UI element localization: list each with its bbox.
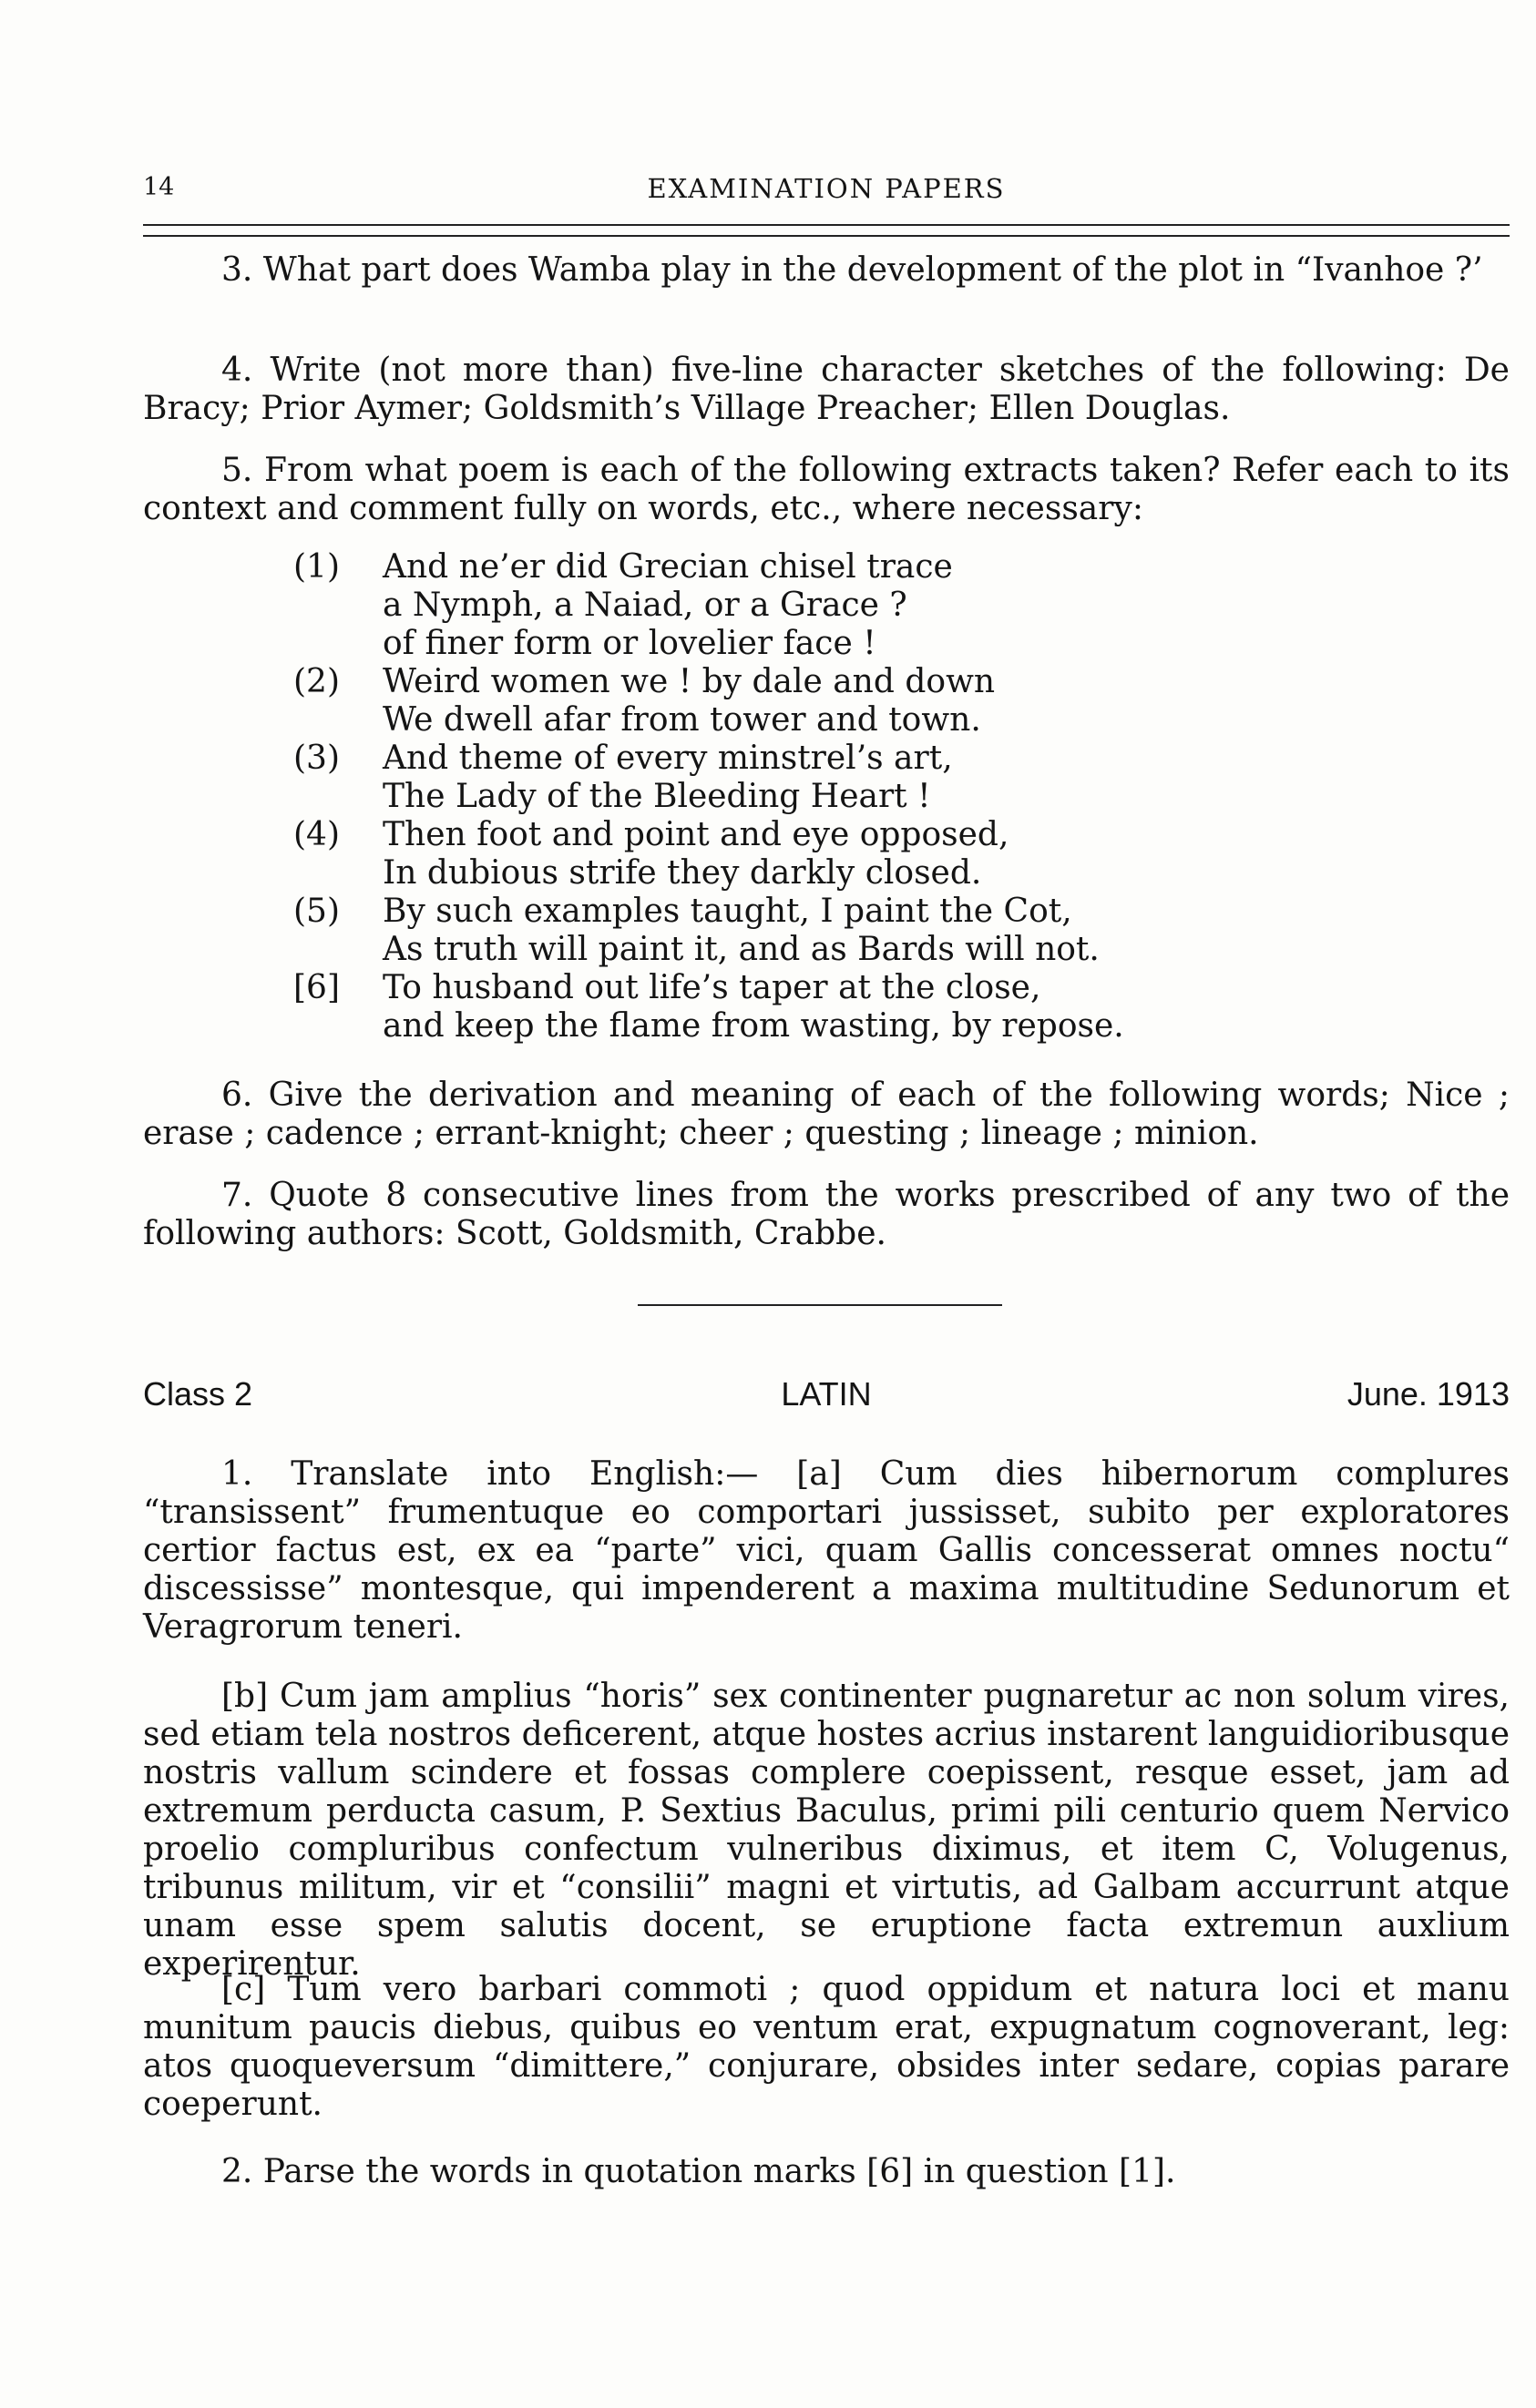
- extract-item: [293, 893, 1124, 969]
- exam-date: June. 1913: [1347, 1375, 1510, 1413]
- extract-lines: [383, 663, 995, 740]
- extract-item: [293, 969, 1124, 1046]
- question-4: 4. Write (not more than) five-line character sketches of the following: De Bracy; Prior Aymer; Goldsmith’s Village Preacher; Ellen Douglas.: [143, 352, 1510, 427]
- extract-line: In dubious strife they darkly closed.: [383, 854, 982, 892]
- extract-item: [293, 740, 1124, 816]
- extract-lines: [383, 893, 1100, 969]
- extract-line: and keep the flame from wasting, by repose.: [383, 1007, 1124, 1045]
- page-number: 14: [143, 173, 175, 201]
- extract-label: (1): [293, 548, 340, 586]
- extract-label: (5): [293, 893, 340, 930]
- extract-line: By such examples taught, I paint the Cot,: [383, 893, 1072, 930]
- latin-question-2: 2. Parse the words in quotation marks [6] in question [1].: [221, 2153, 1176, 2190]
- header-double-rule: [143, 224, 1510, 237]
- extract-label: [6]: [293, 969, 340, 1006]
- extract-line: And theme of every minstrel’s art,: [383, 740, 953, 777]
- extract-item: [293, 548, 1124, 663]
- extract-lines: [383, 816, 1009, 893]
- extract-line: Weird women we ! by dale and down: [383, 663, 996, 700]
- latin-question-1a: 1. Translate into English:— [a] Cum dies hibernorum complures “transissent” frumentuque eo comportari jussisset, subito per exploratores certior factus est, ex ea “parte” vici, quam Gallis concesserat omnes noctu“ discessisse” montesque, qui impenderent a maxima multitudine Sedunorum et Veragrorum teneri.: [143, 1455, 1510, 1646]
- extract-lines: [383, 969, 1124, 1046]
- extract-line: And ne’er did Grecian chisel trace: [383, 548, 953, 586]
- running-head: [143, 173, 1510, 217]
- extract-line: Then foot and point and eye opposed,: [383, 816, 1009, 853]
- extract-label: (2): [293, 663, 340, 700]
- extract-line: a Nymph, a Naiad, or a Grace ?: [383, 587, 907, 624]
- extract-label: (4): [293, 816, 340, 853]
- class-label: Class 2: [143, 1375, 253, 1413]
- question-6: 6. Give the derivation and meaning of each of the following words; Nice ; erase ; cadence ; errant-knight; cheer ; questing ; lineage ; minion.: [143, 1076, 1510, 1152]
- latin-section-header: [143, 1375, 1510, 1421]
- subject-title: LATIN: [781, 1375, 872, 1413]
- extract-item: [293, 816, 1124, 893]
- extract-line: To husband out life’s taper at the close,: [383, 969, 1041, 1006]
- question-3: 3. What part does Wamba play in the development of the plot in “Ivanhoe ?’: [221, 251, 1483, 289]
- extract-list: [293, 548, 1124, 1046]
- extract-line: The Lady of the Bleeding Heart !: [383, 778, 931, 815]
- extract-line: of finer form or lovelier face !: [383, 625, 876, 662]
- question-5: 5. From what poem is each of the following extracts taken? Refer each to its context and comment fully on words, etc., where necessary:: [143, 452, 1510, 527]
- extract-lines: [383, 548, 953, 663]
- extract-item: [293, 663, 1124, 740]
- latin-question-1c: [c] Tum vero barbari commoti ; quod oppidum et natura loci et manu munitum paucis diebus, quibus eo ventum erat, expugnatum cognoverant, leg: atos quoqueversum “dimittere,” conjurare, obsides inter sedare, copias parare coeperunt.: [143, 1971, 1510, 2123]
- latin-question-1b: [b] Cum jam amplius “horis” sex continenter pugnaretur ac non solum vires, sed etiam tela nostros deficerent, atque hostes acrius instarent languidioribusque nostris vallum scindere et fossas complere coepissent, resque esset, jam ad extremum perducta casum, P. Sextius Baculus, primi pili centurio quem Nervico proelio compluribus confectum vulneribus diximus, et item C, Volugenus, tribunus militum, vir et “consilii” magni et virtutis, ad Galbam accurrunt atque unam esse spem salutis docent, se eruptione facta extremun auxlium experirentur.: [143, 1678, 1510, 1983]
- extract-line: As truth will paint it, and as Bards will not.: [383, 931, 1100, 968]
- header-title: EXAMINATION PAPERS: [647, 173, 1006, 204]
- extract-label: (3): [293, 740, 340, 777]
- section-divider: [638, 1304, 1002, 1306]
- extract-line: We dwell afar from tower and town.: [383, 701, 981, 739]
- question-7: 7. Quote 8 consecutive lines from the works prescribed of any two of the following authors: Scott, Goldsmith, Crabbe.: [143, 1177, 1510, 1252]
- extract-lines: [383, 740, 953, 816]
